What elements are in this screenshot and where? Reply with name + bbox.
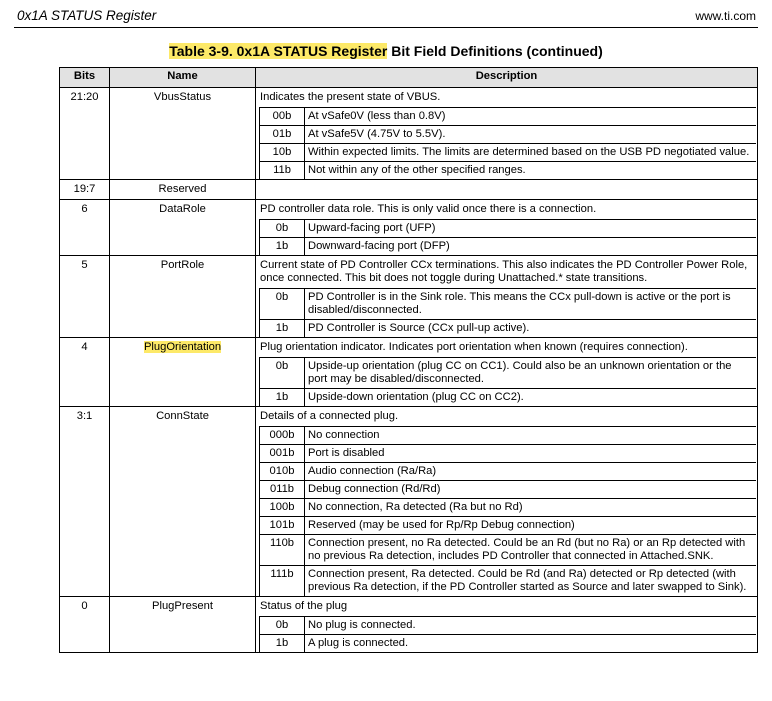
- value-row: [256, 427, 756, 445]
- row-description: Current state of PD Controller CCx terminations. This also indicates the PD Controller Power Role, once connected. This bit does not toggle during Unattached.* state transitions.: [260, 259, 748, 284]
- caption-suffix: Bit Field Definitions (continued): [387, 43, 603, 59]
- table-row: [60, 256, 758, 338]
- row-description: PD controller data role. This is only valid once there is a connection.: [260, 203, 597, 215]
- value-row: [256, 617, 756, 635]
- col-name-header: Name: [110, 68, 256, 88]
- table-body: [60, 88, 758, 653]
- row-bits: 19:7: [60, 180, 110, 200]
- value-meaning: Debug connection (Rd/Rd): [305, 481, 757, 499]
- table-row: [60, 407, 758, 597]
- value-meaning: Audio connection (Ra/Ra): [305, 463, 757, 481]
- value-code: 0b: [260, 358, 305, 389]
- row-name-cell: [110, 180, 256, 200]
- value-meaning: Upside-down orientation (plug CC on CC2).: [305, 389, 757, 407]
- value-row: [256, 517, 756, 535]
- row-description: [256, 180, 757, 199]
- value-meaning: PD Controller is in the Sink role. This means the CCx pull-down is active or the port is disabled/disconnected.: [305, 289, 757, 320]
- row-bits: 3:1: [60, 407, 110, 597]
- value-code: 1b: [260, 320, 305, 338]
- value-row: [256, 320, 756, 338]
- value-code: 10b: [260, 144, 305, 162]
- value-meaning: At vSafe5V (4.75V to 5.5V).: [305, 126, 757, 144]
- row-description-cell: [256, 597, 758, 653]
- value-row: [256, 566, 756, 597]
- row-name: PlugPresent: [152, 600, 213, 612]
- value-row: [256, 126, 756, 144]
- value-meaning: No connection, Ra detected (Ra but no Rd): [305, 499, 757, 517]
- value-row: [256, 220, 756, 238]
- value-code: 00b: [260, 108, 305, 126]
- row-bits: 4: [60, 338, 110, 407]
- register-table: [59, 67, 758, 653]
- row-bits: 0: [60, 597, 110, 653]
- value-meaning: Downward-facing port (DFP): [305, 238, 757, 256]
- row-description: Status of the plug: [260, 600, 348, 612]
- table-row: [60, 180, 758, 200]
- value-table: [256, 288, 756, 337]
- row-description-cell: [256, 180, 758, 200]
- value-meaning: At vSafe0V (less than 0.8V): [305, 108, 757, 126]
- value-meaning: Connection present, no Ra detected. Could be an Rd (but no Ra) or an Rp detected with no previous Ra detection, includes PD Controller that connected in Attached.SNK.: [305, 535, 757, 566]
- value-code: 100b: [260, 499, 305, 517]
- value-meaning: Within expected limits. The limits are determined based on the USB PD negotiated value.: [305, 144, 757, 162]
- table-caption: [0, 43, 772, 59]
- value-meaning: Upside-up orientation (plug CC on CC1). Could also be an unknown orientation or the port may be disabled/disconnected.: [305, 358, 757, 389]
- row-description-cell: [256, 256, 758, 338]
- value-row: [256, 238, 756, 256]
- value-code: 0b: [260, 289, 305, 320]
- row-description-cell: [256, 338, 758, 407]
- value-row: [256, 389, 756, 407]
- row-description: Details of a connected plug.: [260, 410, 399, 422]
- value-code: 11b: [260, 162, 305, 180]
- value-meaning: Connection present, Ra detected. Could be Rd (and Ra) detected or Rp detected (with previous Ra detection, if the PD Controller started as Source and later swapped to Sink).: [305, 566, 757, 597]
- value-row: [256, 635, 756, 653]
- value-row: [256, 481, 756, 499]
- value-meaning: No connection: [305, 427, 757, 445]
- value-row: [256, 358, 756, 389]
- row-description: Indicates the present state of VBUS.: [260, 91, 441, 103]
- value-meaning: A plug is connected.: [305, 635, 757, 653]
- table-row: [60, 200, 758, 256]
- value-code: 101b: [260, 517, 305, 535]
- row-name: Reserved: [158, 183, 207, 195]
- row-name-cell: [110, 256, 256, 338]
- row-name-cell: [110, 200, 256, 256]
- col-bits-header: Bits: [60, 68, 110, 88]
- row-bits: 21:20: [60, 88, 110, 180]
- table-row: [60, 338, 758, 407]
- value-row: [256, 144, 756, 162]
- value-row: [256, 463, 756, 481]
- value-code: 111b: [260, 566, 305, 597]
- value-meaning: Reserved (may be used for Rp/Rp Debug connection): [305, 517, 757, 535]
- value-meaning: Not within any of the other specified ranges.: [305, 162, 757, 180]
- value-table: [256, 357, 756, 406]
- value-table: [256, 616, 756, 652]
- value-code: 01b: [260, 126, 305, 144]
- header-divider: [14, 27, 758, 28]
- value-code: 011b: [260, 481, 305, 499]
- row-description-cell: [256, 200, 758, 256]
- value-row: [256, 289, 756, 320]
- table-header-row: [60, 68, 758, 88]
- value-row: [256, 162, 756, 180]
- row-name-cell: [110, 407, 256, 597]
- value-code: 110b: [260, 535, 305, 566]
- value-code: 0b: [260, 220, 305, 238]
- value-code: 010b: [260, 463, 305, 481]
- row-bits: 5: [60, 256, 110, 338]
- row-name-cell: [110, 88, 256, 180]
- value-code: 1b: [260, 635, 305, 653]
- value-code: 1b: [260, 238, 305, 256]
- value-row: [256, 108, 756, 126]
- value-meaning: PD Controller is Source (CCx pull-up active).: [305, 320, 757, 338]
- value-code: 001b: [260, 445, 305, 463]
- col-description-header: Description: [256, 68, 758, 88]
- row-description: Plug orientation indicator. Indicates port orientation when known (requires connection).: [260, 341, 688, 353]
- row-name: PortRole: [160, 259, 205, 271]
- caption-highlight: Table 3-9. 0x1A STATUS Register: [169, 43, 388, 59]
- row-description-cell: [256, 407, 758, 597]
- value-meaning: Port is disabled: [305, 445, 757, 463]
- value-code: 0b: [260, 617, 305, 635]
- table-row: [60, 597, 758, 653]
- value-meaning: Upward-facing port (UFP): [305, 220, 757, 238]
- value-table: [256, 107, 756, 179]
- value-table: [256, 219, 756, 255]
- value-table: [256, 426, 756, 596]
- row-name: DataRole: [159, 203, 206, 215]
- row-name-cell: [110, 338, 256, 407]
- row-name: ConnState: [156, 410, 209, 422]
- row-name: PlugOrientation: [143, 341, 222, 353]
- value-code: 000b: [260, 427, 305, 445]
- value-code: 1b: [260, 389, 305, 407]
- table-row: [60, 88, 758, 180]
- row-name-cell: [110, 597, 256, 653]
- row-description-cell: [256, 88, 758, 180]
- value-row: [256, 535, 756, 566]
- row-bits: 6: [60, 200, 110, 256]
- page-header-link[interactable]: www.ti.com: [695, 9, 756, 23]
- row-name: VbusStatus: [153, 91, 212, 103]
- value-meaning: No plug is connected.: [305, 617, 757, 635]
- value-row: [256, 445, 756, 463]
- value-row: [256, 499, 756, 517]
- page-header-title: 0x1A STATUS Register: [17, 8, 157, 23]
